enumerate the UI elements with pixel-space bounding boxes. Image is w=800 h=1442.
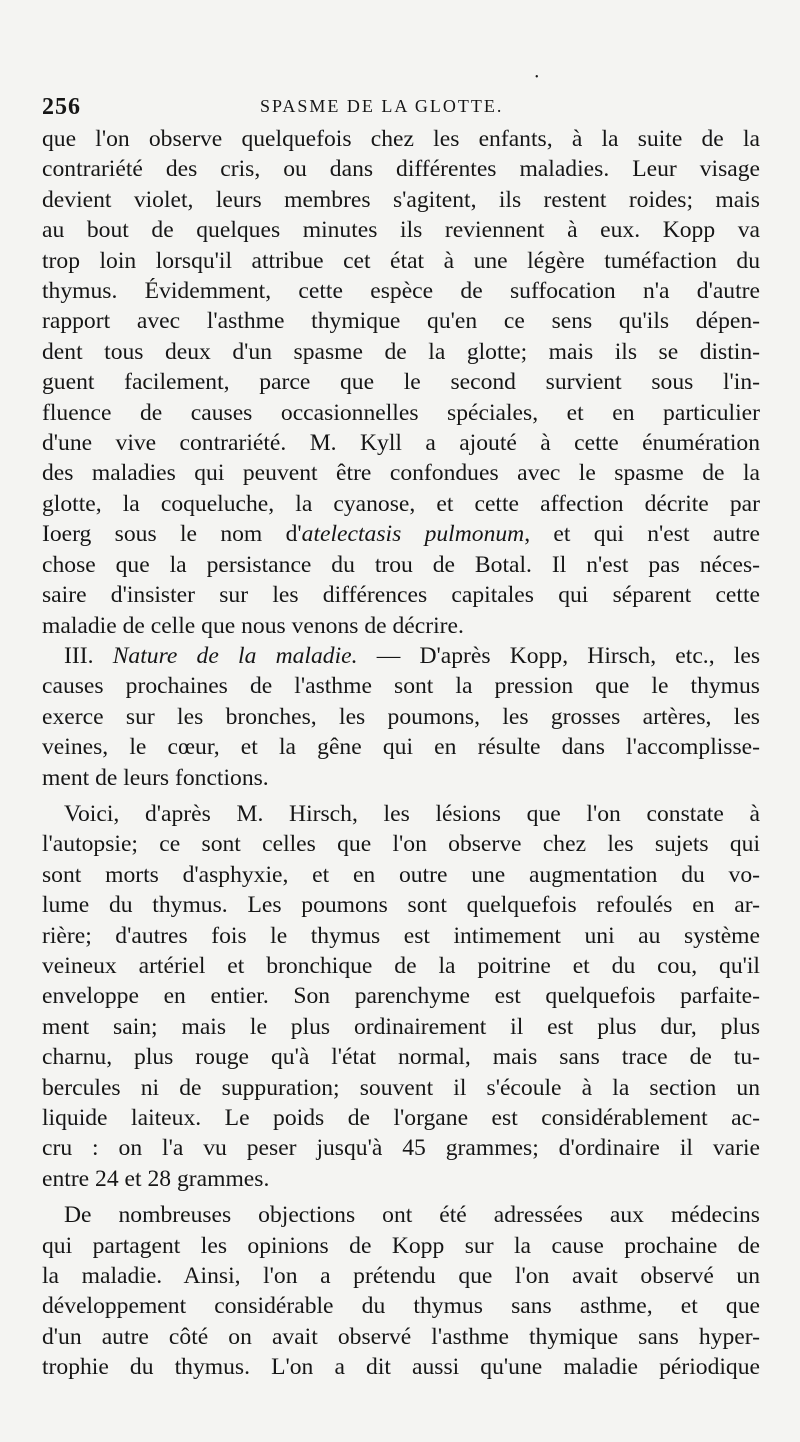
text-line: d'un autre côté on avait observé l'asthme thymique sans hyper- (42, 1323, 760, 1350)
page-header (42, 72, 760, 124)
text-line: maladie de celle que nous venons de décrire. (42, 612, 464, 639)
text-line: saire d'insister sur les différences capitales qui séparent cette (42, 582, 760, 609)
text-line: exerce sur les bronches, les poumons, les grosses artères, les (42, 703, 760, 730)
italic-term: atelectasis pulmonum (301, 521, 525, 548)
text-line: l'autopsie; ce sont celles que l'on observe chez les sujets qui (42, 831, 760, 858)
text-line: dent tous deux d'un spasme de la glotte; mais ils se distin- (42, 338, 760, 365)
text-line: liquide laiteux. Le poids de l'organe est considérablement ac- (42, 1105, 760, 1131)
text-line: d'une vive contrariété. M. Kyll a ajouté à cette énumération (42, 430, 760, 457)
text-line: veines, le cœur, et la gêne qui en résulte dans l'accomplisse- (42, 734, 760, 761)
text-run: Ioerg sous le nom d' (42, 521, 302, 548)
running-head: SPASME DE LA GLOTTE. (260, 96, 504, 116)
text-line: entre 24 et 28 grammes. (42, 1165, 270, 1192)
text-line: développement considérable du thymus sans asthme, et que (42, 1293, 760, 1320)
text-line: des maladies qui peuvent être confondues avec le spasme de la (42, 460, 760, 487)
text-line: trop loin lorsqu'il attribue cet état à une légère tuméfaction du (42, 247, 760, 274)
text-line: De nombreuses objections ont été adressées aux médecins (64, 1202, 760, 1229)
text-line: rière; d'autres fois le thymus est intimement uni au système (42, 922, 760, 949)
text-line: guent facilement, parce que le second survient sous l'in- (42, 369, 760, 396)
page-number: 256 (42, 94, 81, 120)
text-line: glotte, la coqueluche, la cyanose, et cette affection décrite par (42, 490, 760, 517)
text-run: — D'après Kopp, Hirsch, etc., les (357, 642, 761, 669)
text-line: chose que la persistance du trou de Botal. Il n'est pas néces- (42, 551, 760, 578)
text-line: enveloppe en entier. Son parenchyme est quelquefois parfaite- (42, 983, 760, 1010)
text-line: lume du thymus. Les poumons sont quelquefois refoulés en ar- (42, 892, 760, 919)
text-run: , et qui n'est autre (524, 521, 761, 548)
paragraph-lesions (42, 799, 760, 1194)
text-line: thymus. Évidemment, cette espèce de suffocation n'a d'autre (42, 278, 760, 305)
text-line: cru : on l'a vu peser jusqu'à 45 grammes; d'ordinaire il varie (42, 1135, 760, 1162)
section-title: Nature de la maladie. (112, 642, 358, 669)
paragraph-objections (42, 1200, 760, 1382)
text-line: contrariété des cris, ou dans différentes maladies. Leur visage (42, 156, 760, 183)
text-line: trophie du thymus. L'on a dit aussi qu'une maladie périodique (42, 1354, 760, 1381)
text-line: rapport avec l'asthme thymique qu'en ce sens qu'ils dépen- (42, 308, 760, 335)
paragraph-continuation (42, 124, 760, 641)
section-nature (42, 641, 760, 793)
text-line-with-italic (42, 519, 760, 549)
text-line: la maladie. Ainsi, l'on a prétendu que l'on avait observé un (42, 1263, 760, 1290)
text-line: ment sain; mais le plus ordinairement il est plus dur, plus (42, 1013, 760, 1040)
text-line: au bout de quelques minutes ils reviennent à eux. Kopp va (42, 217, 760, 244)
section-numeral: III. (64, 642, 113, 669)
text-line: charnu, plus rouge qu'à l'état normal, mais sans trace de tu- (42, 1044, 760, 1071)
text-line: devient violet, leurs membres s'agitent, ils restent roides; mais (42, 186, 760, 213)
text-line: qui partagent les opinions de Kopp sur la cause prochaine de (42, 1232, 760, 1259)
stray-dot: • (535, 72, 539, 83)
text-line: ment de leurs fonctions. (42, 764, 269, 791)
text-line: causes prochaines de l'asthme sont la pression que le thymus (42, 673, 760, 700)
text-line: bercules ni de suppuration; souvent il s'écoule à la section un (42, 1074, 760, 1101)
text-line: Voici, d'après M. Hirsch, les lésions que l'on constate à (64, 800, 760, 827)
body-text (42, 124, 760, 1383)
text-line: que l'on observe quelquefois chez les enfants, à la suite de la (42, 126, 760, 152)
text-line: fluence de causes occasionnelles spéciales, et en particulier (42, 399, 760, 426)
text-line: sont morts d'asphyxie, et en outre une augmentation du vo- (42, 861, 760, 888)
section-heading-line (42, 641, 760, 671)
text-line: veineux artériel et bronchique de la poitrine et du cou, qu'il (42, 952, 760, 979)
